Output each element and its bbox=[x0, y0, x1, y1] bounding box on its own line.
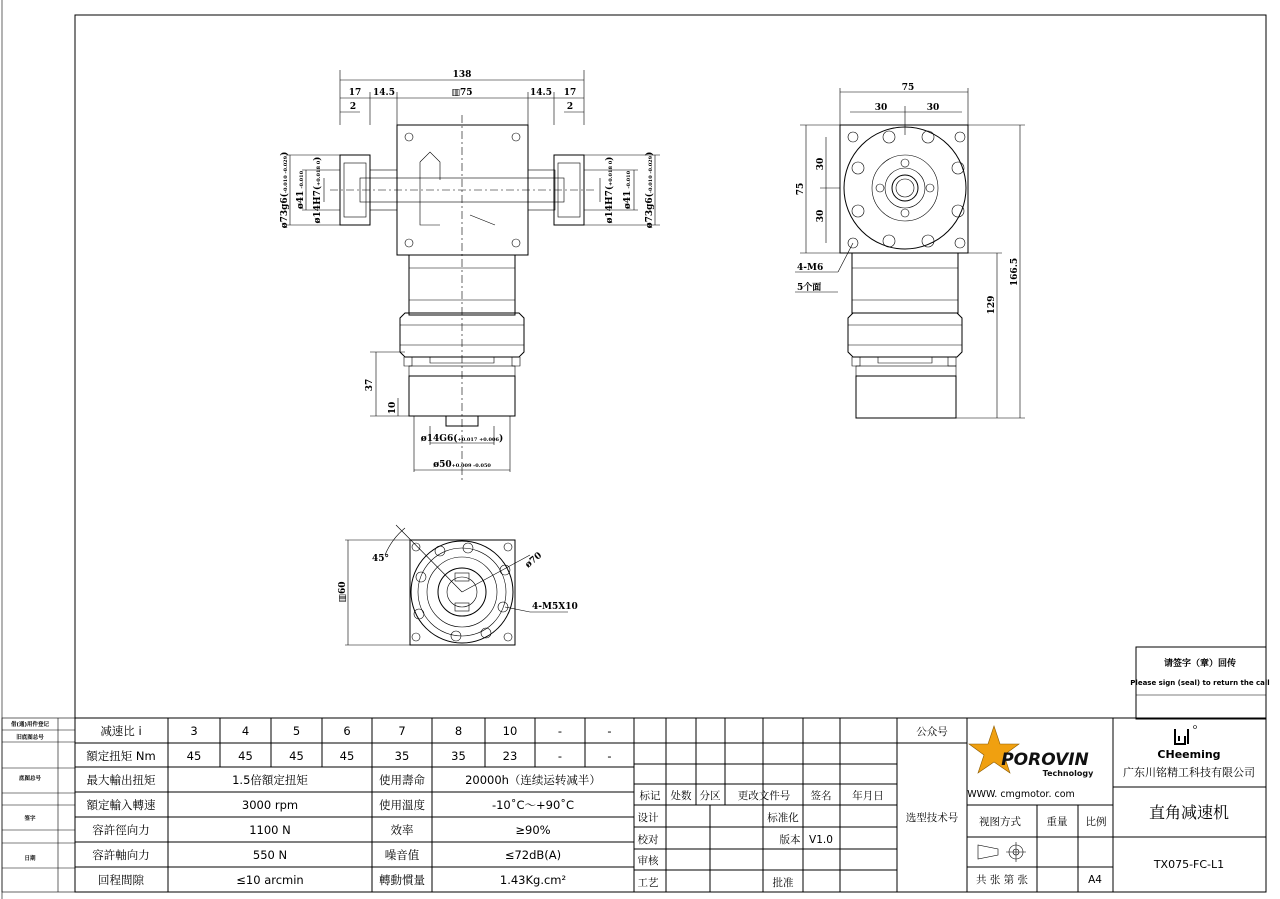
dim-shaft-dia: ø14G6( bbox=[420, 434, 458, 444]
bottom-view bbox=[338, 525, 578, 645]
cmg-logo bbox=[1123, 726, 1255, 780]
ratio-cell: - bbox=[557, 724, 563, 738]
spec-l2-cell: 效率 bbox=[390, 823, 414, 837]
spec-l1-cell: 最大輸出扭矩 bbox=[86, 773, 156, 787]
svg-text:ø14H7(+0.018 0): ø14H7(+0.018 0) bbox=[605, 156, 615, 224]
porovin-text: POROVIN bbox=[1001, 750, 1089, 770]
spec-l2-cell: 噪音值 bbox=[384, 848, 420, 862]
tb-model: TX075-FC-L1 bbox=[1153, 858, 1225, 871]
spec-v1-cell: ≤10 arcmin bbox=[236, 873, 304, 887]
dim-bottom-angle: 45° bbox=[372, 554, 390, 564]
ratio-cell: 10 bbox=[502, 724, 518, 738]
porovin-sub: Technology bbox=[1042, 769, 1094, 778]
dim-left-inner-tol: -0.010 bbox=[299, 170, 305, 189]
spec-v2-cell: 20000h（连续运转减半） bbox=[465, 773, 601, 787]
ratio-cell: 3 bbox=[190, 724, 198, 738]
ratio-label: 减速比 i bbox=[100, 724, 142, 738]
ratio-cell: 4 bbox=[241, 724, 250, 738]
svg-text:ø41-0.010 bbox=[296, 170, 306, 209]
dim-side-75-width: 75 bbox=[901, 83, 915, 93]
tb-mark: 标记 bbox=[639, 790, 661, 802]
torque-cell: 35 bbox=[451, 749, 466, 763]
torque-cell: 23 bbox=[502, 749, 518, 763]
dim-side-129: 129 bbox=[987, 295, 997, 315]
ratio-cell: 5 bbox=[292, 724, 301, 738]
tb-date: 年月日 bbox=[852, 790, 884, 802]
ratio-cell: 8 bbox=[454, 724, 463, 738]
torque-cell: 45 bbox=[289, 749, 304, 763]
tb-process: 工艺 bbox=[637, 877, 659, 889]
tb-review: 审核 bbox=[637, 855, 659, 867]
tb-product: 直角减速机 bbox=[1148, 803, 1230, 822]
spec-v1-cell: 1.5倍額定扭矩 bbox=[232, 773, 308, 787]
side-hole-spec: 4-M6 bbox=[797, 263, 824, 273]
tb-standard: 标准化 bbox=[767, 812, 799, 824]
tb-company: 广东川铭精工科技有限公司 bbox=[1123, 766, 1255, 779]
torque-cell: 45 bbox=[238, 749, 253, 763]
ratio-cell: - bbox=[607, 724, 612, 738]
dim-right-14-5: 14.5 bbox=[530, 88, 552, 98]
spec-table bbox=[75, 718, 634, 892]
tb-version-label: 版本 bbox=[779, 834, 801, 846]
dim-side-30-left: 30 bbox=[874, 103, 888, 113]
tb-wechat: 公众号 bbox=[916, 726, 948, 738]
torque-cell: 45 bbox=[186, 749, 202, 763]
torque-cell: - bbox=[607, 749, 612, 763]
tb-docno: 更改文件号 bbox=[737, 790, 791, 802]
spec-l1-cell: 額定輸入轉速 bbox=[86, 798, 156, 812]
sign-box-cn: 请签字（章）回传 bbox=[1163, 659, 1237, 669]
spec-l2-cell: 使用壽命 bbox=[379, 773, 425, 787]
dim-bottom-hole-spec: 4-M5X10 bbox=[532, 602, 578, 612]
dim-shaft-10: 10 bbox=[388, 401, 398, 415]
dim-right-bore: ø14H7( bbox=[605, 185, 615, 224]
dim-138: 138 bbox=[452, 70, 472, 80]
tb-sign: 签名 bbox=[810, 790, 832, 802]
front-view bbox=[279, 70, 660, 480]
dim-left-14-5: 14.5 bbox=[373, 88, 395, 98]
svg-text:ø41-0.010 bbox=[623, 170, 633, 209]
dim-side-166-5: 166.5 bbox=[1010, 257, 1020, 287]
dim-shaft-dia-tol: +0.017 +0.006 bbox=[457, 437, 499, 443]
dim-left-17: 17 bbox=[348, 88, 362, 98]
torque-cell: 45 bbox=[339, 749, 355, 763]
spec-v2-cell: ≤72dB(A) bbox=[504, 848, 562, 862]
dim-square-75: ▥75 bbox=[451, 88, 473, 98]
tb-count: 处数 bbox=[670, 790, 692, 802]
dim-side-30-top: 30 bbox=[816, 157, 826, 171]
tb-version: V1.0 bbox=[809, 834, 833, 846]
dim-left-bore: ø14H7( bbox=[313, 185, 323, 224]
side-view bbox=[795, 83, 1025, 418]
margin-label-4: 日期 bbox=[24, 856, 36, 862]
ratio-cell: 7 bbox=[398, 724, 406, 738]
tb-sheets: 共 张 第 张 bbox=[975, 874, 1029, 886]
tb-website: WWW. cmgmotor. com bbox=[967, 789, 1075, 800]
svg-text:ø50+0.009 -0.050 bbox=[433, 460, 491, 470]
torque-cell: 35 bbox=[394, 749, 410, 763]
svg-text:ø73g6(-0.010 -0.029): ø73g6(-0.010 -0.029) bbox=[645, 151, 655, 229]
spec-l1-cell: 容許徑向力 bbox=[92, 823, 150, 837]
left-margin bbox=[2, 718, 75, 892]
dim-shaft-37: 37 bbox=[365, 378, 375, 392]
spec-l1-cell: 回程間隙 bbox=[98, 873, 144, 887]
dim-pilot-dia: ø50 bbox=[433, 460, 452, 470]
dim-side-30-bottom: 30 bbox=[816, 209, 826, 223]
tb-tech-no: 选型技术号 bbox=[905, 812, 959, 824]
sign-box-en: Please sign (seal) to return the call bbox=[1130, 679, 1270, 687]
tb-zone: 分区 bbox=[699, 790, 721, 802]
dim-side-75-height: 75 bbox=[796, 182, 806, 196]
spec-l2-cell: 轉動慣量 bbox=[379, 873, 425, 887]
spec-v1-cell: 550 N bbox=[252, 848, 288, 862]
dim-right-inner-tol: -0.010 bbox=[626, 170, 632, 189]
dim-right-2: 2 bbox=[566, 102, 574, 112]
spec-v2-cell: ≥90% bbox=[515, 823, 551, 837]
cmg-mark-icon bbox=[1175, 729, 1188, 744]
side-hole-depth: 5个面 bbox=[797, 283, 822, 293]
dim-side-30-right: 30 bbox=[926, 103, 940, 113]
dim-right-17: 17 bbox=[563, 88, 577, 98]
projection-symbol bbox=[978, 842, 1026, 862]
title-block bbox=[634, 718, 1266, 892]
dim-pilot-tol: +0.009 -0.050 bbox=[451, 463, 491, 469]
torque-cell: - bbox=[557, 749, 563, 763]
margin-label-0: 借(通)用件登记 bbox=[10, 722, 50, 728]
tb-approve: 批准 bbox=[772, 877, 794, 889]
margin-label-2: 底图总号 bbox=[18, 776, 42, 782]
tb-check: 校对 bbox=[637, 834, 659, 846]
spec-v1-cell: 3000 rpm bbox=[241, 798, 299, 812]
dim-left-bore-tol: +0.018 0 bbox=[316, 160, 322, 186]
dim-left-outer-dia: ø73g6( bbox=[280, 193, 290, 229]
tb-weight: 重量 bbox=[1046, 816, 1068, 828]
ratio-cell: 6 bbox=[343, 724, 351, 738]
spec-v1-cell: 1100 N bbox=[249, 823, 291, 837]
tb-design: 设计 bbox=[637, 812, 659, 824]
dim-right-outer-dia: ø73g6( bbox=[645, 193, 655, 229]
spec-v2-cell: -10˚C～+90˚C bbox=[491, 798, 575, 812]
dim-right-outer-tol: -0.010 -0.029 bbox=[648, 155, 654, 194]
torque-label: 額定扭矩 Nm bbox=[86, 749, 156, 763]
spec-v2-cell: 1.43Kg.cm² bbox=[499, 873, 567, 887]
dim-right-inner-dia: ø41 bbox=[623, 190, 633, 210]
spec-l1-cell: 容許軸向力 bbox=[92, 848, 150, 862]
svg-text:ø73g6(-0.010 -0.029): ø73g6(-0.010 -0.029) bbox=[280, 151, 290, 229]
cmg-text: CHeeming bbox=[1157, 748, 1221, 761]
svg-text:ø14H7(+0.018 0): ø14H7(+0.018 0) bbox=[313, 156, 323, 224]
dim-right-bore-tol: +0.018 0 bbox=[608, 160, 614, 186]
dim-left-2: 2 bbox=[349, 102, 357, 112]
porovin-logo bbox=[967, 726, 1094, 800]
margin-label-1: 旧底图总号 bbox=[16, 735, 44, 741]
tb-view-method: 视图方式 bbox=[979, 816, 1021, 828]
dim-left-inner-dia: ø41 bbox=[296, 190, 306, 210]
dim-bottom-pcd: ø70 bbox=[523, 550, 545, 571]
spec-l2-cell: 使用溫度 bbox=[379, 798, 425, 812]
tb-scale: 比例 bbox=[1085, 816, 1107, 828]
dim-left-outer-tol: -0.010 -0.029 bbox=[283, 155, 289, 194]
sign-box bbox=[1130, 647, 1269, 719]
dim-bottom-square: ▥60 bbox=[338, 581, 348, 603]
margin-label-3: 签字 bbox=[24, 816, 36, 822]
tb-paper: A4 bbox=[1088, 874, 1102, 886]
svg-text:ø14G6(+0.017 +0.006): ø14G6(+0.017 +0.006) bbox=[420, 434, 504, 444]
